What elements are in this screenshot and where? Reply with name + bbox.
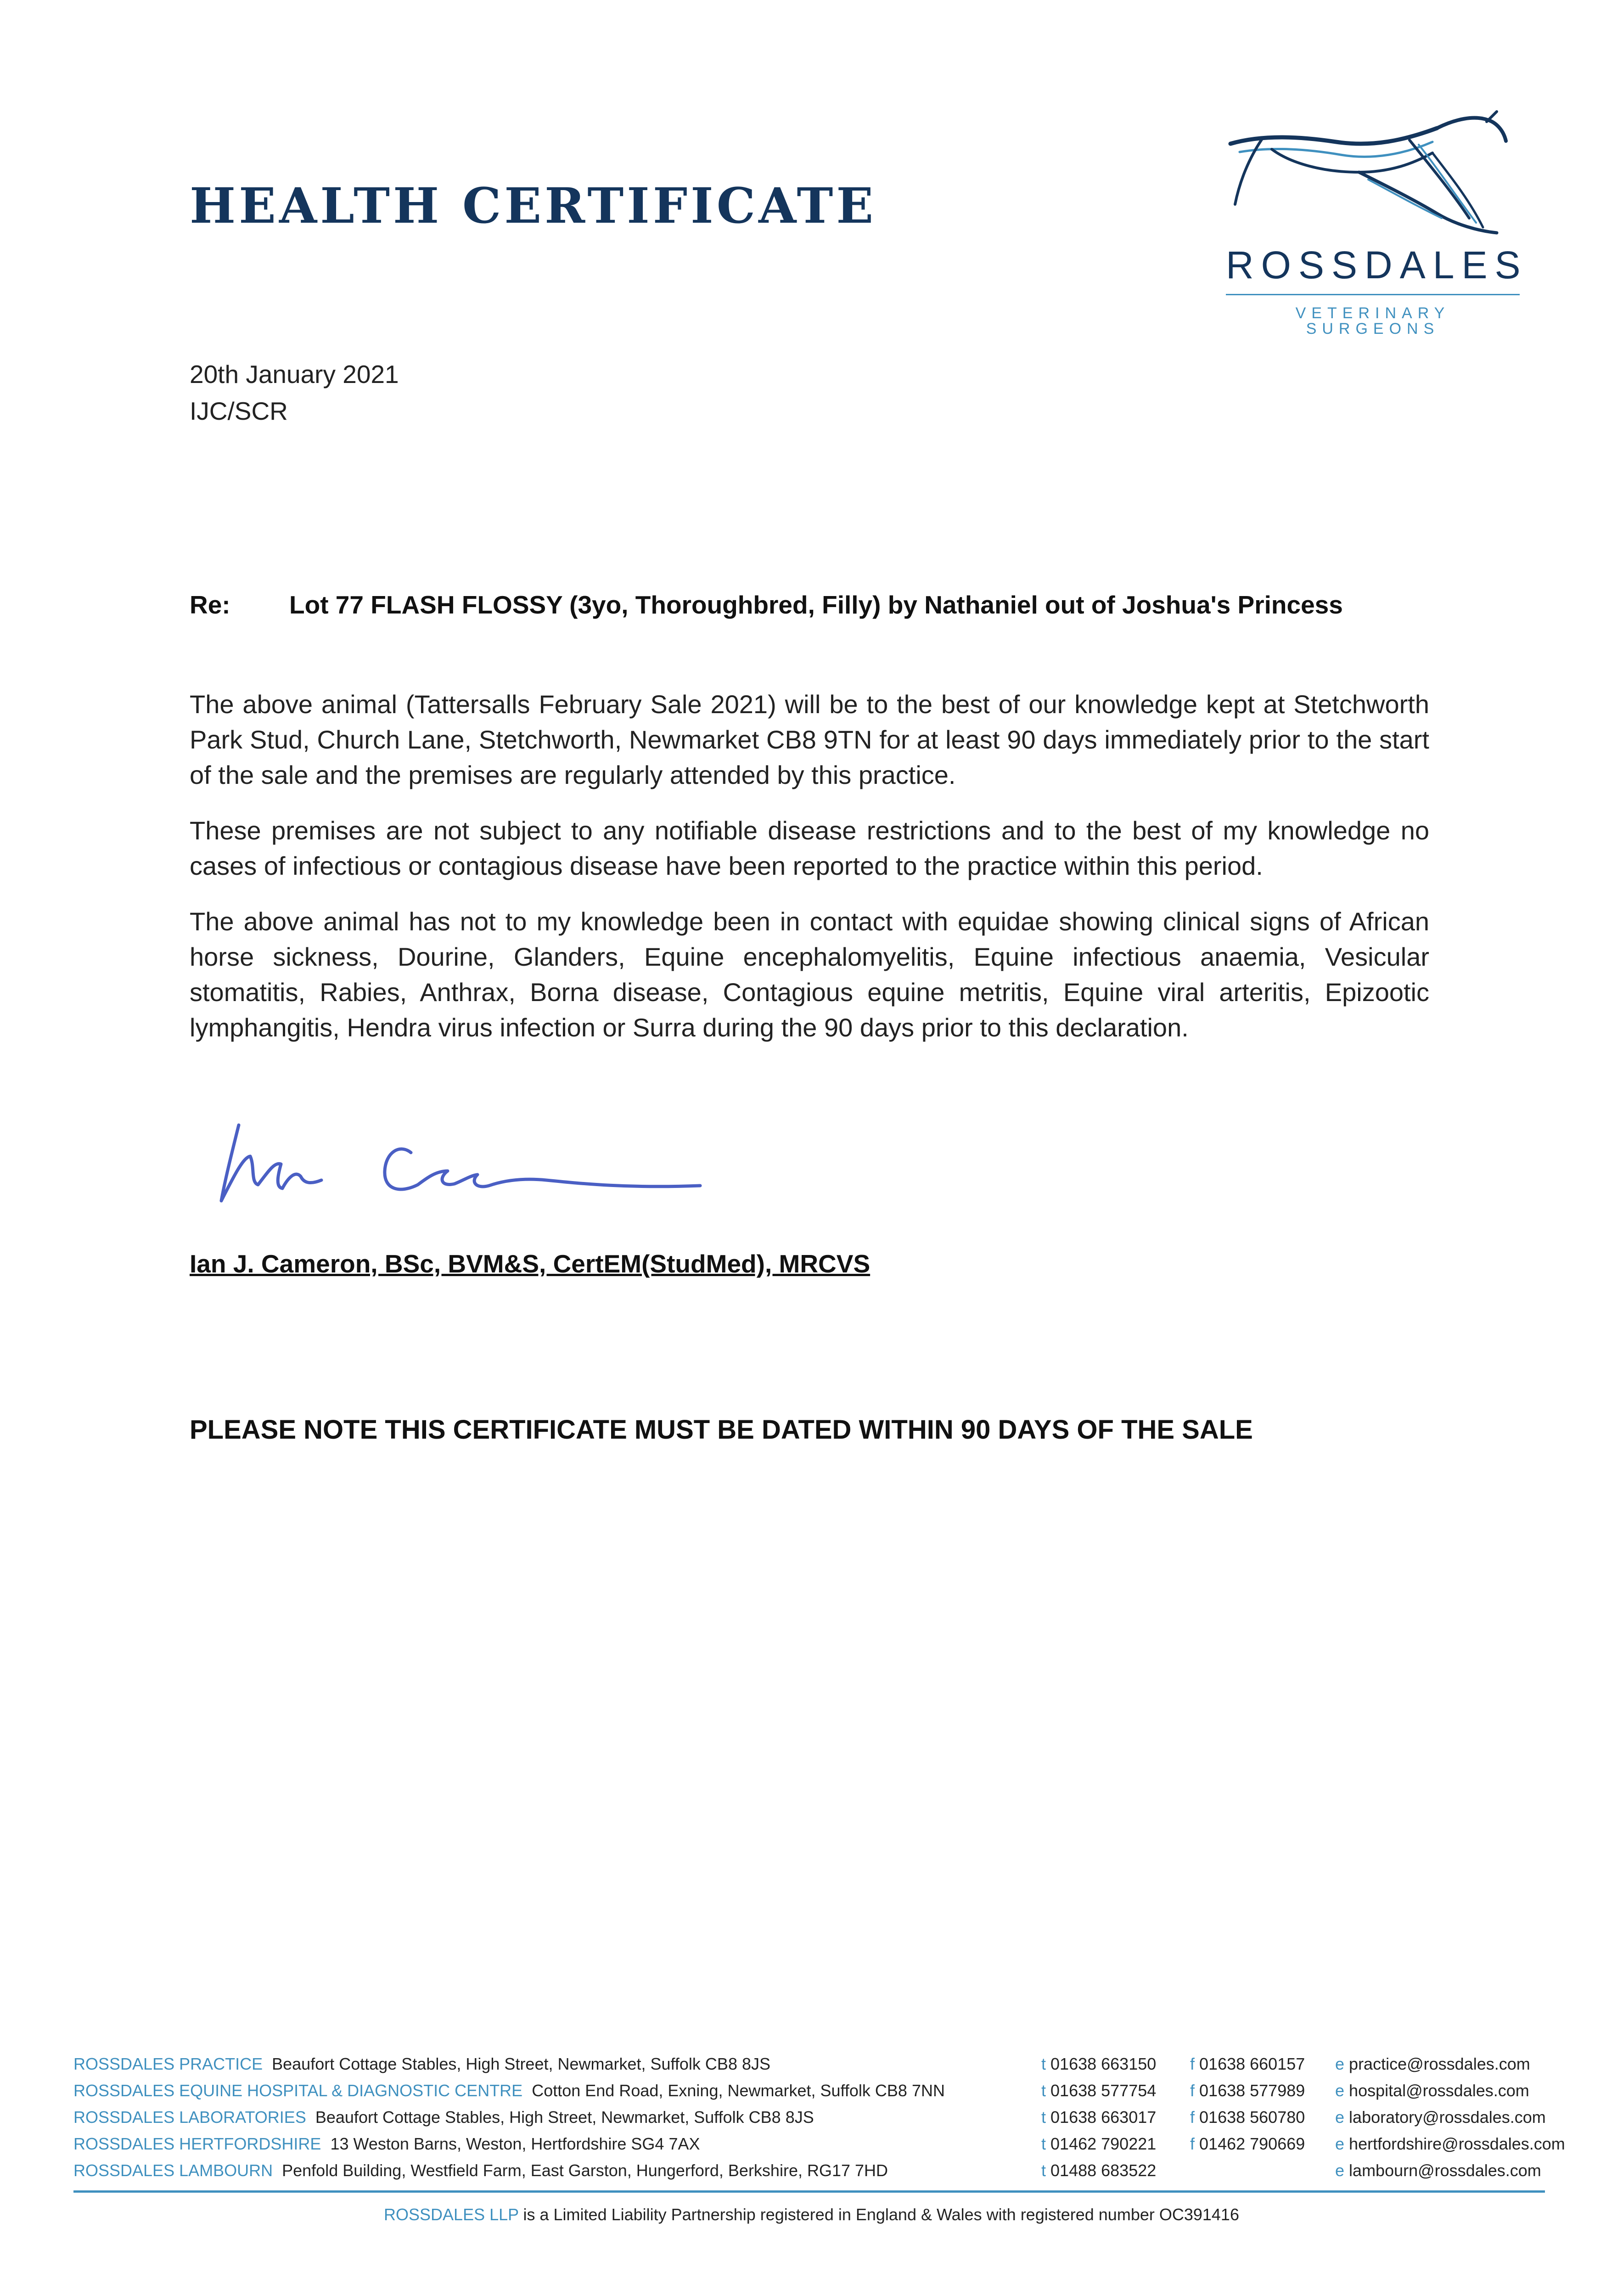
letter-date: 20th January 2021 [190,360,399,388]
footer-telephone: t 01638 577754 [1041,2081,1157,2100]
legal-entity-name: ROSSDALES LLP [384,2205,519,2224]
rossdales-logo [1212,108,1528,338]
handwritten-signature [207,1102,735,1224]
footer-row [73,2134,1565,2161]
footer-org-name: ROSSDALES PRACTICE [73,2054,263,2073]
body-paragraph: These premises are not subject to any notifiable disease restrictions and to the best of my knowledge no cases of infectious or contagious disease have been reported to the practice within this period. [190,816,1429,880]
footer-email[interactable]: e lambourn@rossdales.com [1335,2161,1541,2180]
body-paragraph: The above animal has not to my knowledge been in contact with equidae showing clinical signs of African horse sickness, Dourine, Glanders, Equine encephalomyelitis, Equine infectious anaemia, Vesicular stomatitis, Rabies, Anthrax, Borna disease, Contagious equine metritis, Equine viral arteritis, Epizootic lymphangitis, Hendra virus infection or Surra during the 90 days prior to this declaration. [190,907,1429,1042]
footer-telephone: t 01638 663017 [1041,2108,1157,2127]
logo-wordmark: ROSSDALES [1226,243,1528,287]
footer-telephone: t 01488 683522 [1041,2161,1157,2180]
footer-email[interactable]: e hospital@rossdales.com [1335,2081,1529,2100]
subject-label: Re: [190,591,230,619]
footer-telephone: t 01638 663150 [1041,2054,1157,2073]
letter-reference: IJC/SCR [190,397,288,425]
legal-registration-text: is a Limited Liability Partnership registered in England & Wales with registered number OC391416 [523,2205,1239,2224]
footer-row [73,2081,1543,2108]
footer-org-name: ROSSDALES LABORATORIES [73,2108,306,2127]
horse-logo-icon [1221,108,1515,241]
subject-line [190,590,1343,619]
footer-org-name: ROSSDALES LAMBOURN [73,2161,273,2180]
signatory-name: Ian J. Cameron, BSc, BVM&S, CertEM(StudMed), MRCVS [190,1249,870,1278]
footer-divider [73,2190,1545,2193]
body-paragraph: The above animal (Tattersalls February Sale 2021) will be to the best of our knowledge kept at Stetchworth Park Stud, Church Lane, Stetchworth, Newmarket CB8 9TN for at least 90 days immediately prior to the start of the sale and the premises are regularly attended by this practice. [190,690,1429,789]
footer-fax: f 01638 560780 [1190,2108,1305,2127]
footer-row [73,2161,1543,2188]
footer-address: 13 Weston Barns, Weston, Hertfordshire SG4 7AX [330,2134,700,2153]
logo-divider [1226,294,1520,295]
footer-org-name: ROSSDALES EQUINE HOSPITAL & DIAGNOSTIC CENTRE [73,2081,523,2100]
footer-email[interactable]: e laboratory@rossdales.com [1335,2108,1546,2127]
letter-meta [190,356,399,429]
document-title: HEALTH CERTIFICATE [190,177,877,234]
footer-address: Penfold Building, Westfield Farm, East Garston, Hungerford, Berkshire, RG17 7HD [282,2161,888,2180]
certificate-body [190,687,1429,1065]
footer-address: Beaufort Cottage Stables, High Street, Newmarket, Suffolk CB8 8JS [315,2108,814,2127]
footer-legal-notice [0,2205,1623,2224]
footer-fax: f 01462 790669 [1190,2134,1305,2153]
footer-contacts [73,2054,1565,2188]
footer-fax: f 01638 577989 [1190,2081,1305,2100]
logo-tagline: VETERINARY SURGEONS [1295,304,1450,338]
footer-row [73,2054,1543,2081]
subject-text: Lot 77 FLASH FLOSSY (3yo, Thoroughbred, Filly) by Nathaniel out of Joshua's Princess [289,591,1343,619]
footer-email[interactable]: e hertfordshire@rossdales.com [1335,2134,1565,2153]
footer-fax: f 01638 660157 [1190,2054,1305,2073]
footer-address: Beaufort Cottage Stables, High Street, Newmarket, Suffolk CB8 8JS [272,2054,770,2073]
footer-email[interactable]: e practice@rossdales.com [1335,2054,1530,2073]
footer-row [73,2108,1546,2134]
certificate-notice: PLEASE NOTE THIS CERTIFICATE MUST BE DATED WITHIN 90 DAYS OF THE SALE [190,1415,1253,1445]
footer-address: Cotton End Road, Exning, Newmarket, Suffolk CB8 7NN [532,2081,945,2100]
footer-org-name: ROSSDALES HERTFORDSHIRE [73,2134,321,2153]
footer-telephone: t 01462 790221 [1041,2134,1157,2153]
